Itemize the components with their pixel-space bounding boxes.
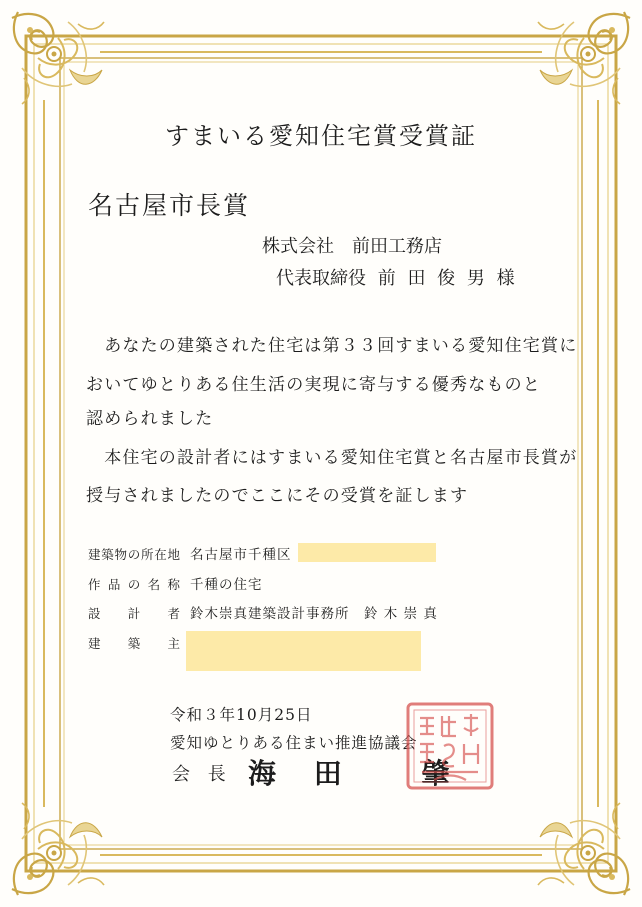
issue-date: 令和３年10月25日 [170, 706, 313, 724]
body-text-line: 認められました [86, 409, 214, 429]
redacted-address [298, 543, 436, 562]
work-name-value: 千種の住宅 [190, 577, 263, 593]
location-label: 建築物の所在地 [88, 547, 180, 562]
client-label: 建築主 [88, 636, 180, 651]
location-value: 名古屋市千種区 [190, 547, 292, 563]
work-name-label: 作品の名称 [88, 577, 180, 592]
chair-name: 海 田 肇 [248, 757, 464, 790]
recipient-representative: 代表取締役 前 田 俊 男 様 [276, 268, 515, 289]
award-name: 名古屋市長賞 [88, 191, 251, 220]
chair-title: 会 長 [172, 764, 232, 785]
designer-label: 設計者 [88, 606, 180, 621]
designer-value: 鈴木崇真建築設計事務所 鈴 木 崇 真 [190, 606, 438, 622]
body-text-line: あなたの建築された住宅は第３３回すまいる愛知住宅賞に [86, 336, 578, 356]
certificate-title: すまいる愛知住宅賞受賞証 [165, 122, 477, 150]
issuer-organization: 愛知ゆとりある住まい推進協議会 [170, 734, 418, 752]
recipient-company: 株式会社 前田工務店 [262, 236, 442, 257]
body-text-line: 本住宅の設計者にはすまいる愛知住宅賞と名古屋市長賞が [86, 448, 578, 468]
body-text-line: 授与されましたのでここにその受賞を証します [86, 486, 469, 506]
official-seal-icon [404, 700, 496, 792]
redacted-client [186, 631, 421, 671]
body-text-line: おいてゆとりある住生活の実現に寄与する優秀なものと [86, 375, 541, 395]
